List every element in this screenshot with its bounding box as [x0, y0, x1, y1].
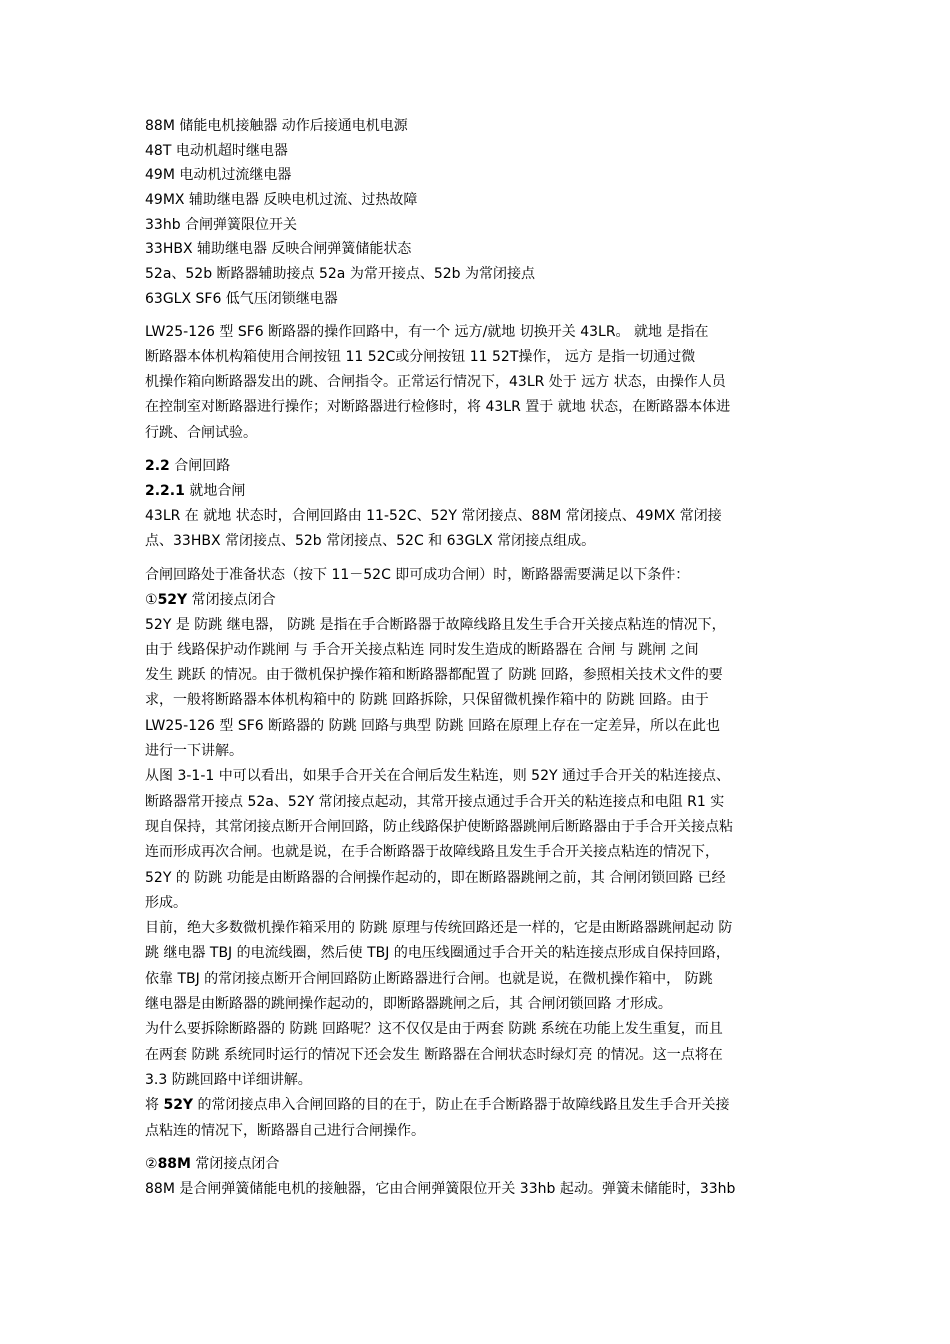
paragraph-line: 求，一般将断路器本体机构箱中的 防跳 回路拆除，只保留微机操作箱中的 防跳 回路。由于: [145, 692, 709, 709]
paragraph-line: 在控制室对断路器进行操作；对断路器进行检修时，将 43LR 置于 就地 状态，在断路器本体进: [145, 399, 731, 416]
paragraph-line: 点、33HBX 常闭接点、52b 常闭接点、52C 和 63GLX 常闭接点组成。: [145, 533, 596, 550]
paragraph-52y-purpose: [145, 1093, 810, 1144]
condition-1-heading: [145, 588, 810, 613]
condition-2-text: 常闭接点闭合: [190, 1155, 280, 1172]
paragraph-88m: [145, 1177, 810, 1202]
subsection-title: 就地合闸: [184, 482, 246, 499]
definition-item: 52a、52b 断路器辅助接点 52a 为常开接点、52b 为常闭接点: [145, 266, 535, 283]
definition-item: 33hb 合闸弹簧限位开关: [145, 216, 298, 233]
condition-2-label: 88M: [157, 1155, 191, 1172]
paragraph-line: 43LR 在 就地 状态时，合闸回路由 11-52C、52Y 常闭接点、88M 常闭接点、49MX 常闭接: [145, 507, 722, 524]
paragraph-line: 进行一下讲解。: [145, 743, 243, 760]
paragraph-line: 52Y 的 防跳 功能是由断路器的合闸操作起动的，即在断路器跳闸之前，其 合闸闭锁回路 已经: [145, 869, 726, 886]
condition-1-mark: ①: [145, 591, 158, 608]
paragraph-line: 继电器是由断路器的跳闸操作起动的，即断路器跳闸之后，其 合闸闭锁回路 才形成。: [145, 996, 672, 1013]
device-definition-list: [145, 114, 810, 312]
subsection-heading: [145, 479, 810, 504]
paragraph-line: 连而形成再次合闸。也就是说，在手合断路器于故障线路且发生手合开关接点粘连的情况下，: [145, 844, 719, 861]
paragraph-line: [145, 1093, 810, 1118]
paragraph-line: 跳 继电器 TBJ 的电流线圈，然后使 TBJ 的电压线圈通过手合开关的粘连接点形成自保持回路，: [145, 945, 730, 962]
subsection-number: 2.2.1: [145, 482, 185, 499]
paragraph-line: 断路器本体机构箱使用合闸按钮 11 52C或分闸按钮 11 52T操作， 远方 是指一切通过微: [145, 348, 696, 365]
paragraph-remote-local-switch: [145, 320, 810, 446]
definition-item: 49M 电动机过流继电器: [145, 167, 292, 184]
paragraph-line: 88M 是合闸弹簧储能电机的接触器，它由合闸弹簧限位开关 33hb 起动。弹簧未储能时，33hb: [145, 1180, 736, 1197]
bold-term: 52Y: [163, 1097, 194, 1114]
paragraph-line: 依靠 TBJ 的常闭接点断开合闸回路防止断路器进行合闸。也就是说，在微机操作箱中， 防跳: [145, 970, 713, 987]
paragraph-figure-explanation: [145, 764, 810, 916]
paragraph-local-close-circuit: [145, 504, 810, 555]
paragraph-line: 由于 线路保护动作跳闸 与 手合开关接点粘连 同时发生造成的断路器在 合闸 与 跳闸 之间: [145, 641, 699, 658]
definition-item: 63GLX SF6 低气压闭锁继电器: [145, 290, 338, 307]
paragraph-conditions-intro: 合闸回路处于准备状态（按下 11－52C 即可成功合闸）时，断路器需要满足以下条件：: [145, 566, 690, 583]
definition-item: 49MX 辅助继电器 反映电机过流、过热故障: [145, 192, 418, 209]
paragraph-line: LW25-126 型 SF6 断路器的 防跳 回路与典型 防跳 回路在原理上存在一定差异，所以在此也: [145, 717, 720, 734]
paragraph-line: 从图 3-1-1 中可以看出，如果手合开关在合闸后发生粘连，则 52Y 通过手合开关的粘连接点、: [145, 768, 730, 785]
section-number: 2.2: [145, 457, 170, 474]
paragraph-line: 行跳、合闸试验。: [145, 424, 257, 441]
paragraph-line: 52Y 是 防跳 继电器， 防跳 是指在手合断路器于故障线路且发生手合开关接点粘连的情况下，: [145, 616, 726, 633]
condition-2-mark: ②: [145, 1155, 158, 1172]
text-span: 的常闭接点串入合闸回路的目的在于，防止在手合断路器于故障线路且发生手合开关接: [193, 1097, 730, 1114]
document-body: [145, 114, 810, 1202]
paragraph-why-remove: [145, 1017, 810, 1093]
paragraph-line: 现自保持，其常闭接点断开合闸回路，防止线路保护使断路器跳闸后断路器由于手合开关接点粘: [145, 818, 733, 835]
condition-1-text: 常闭接点闭合: [187, 591, 276, 608]
paragraph-line: LW25-126 型 SF6 断路器的操作回路中，有一个 远方/就地 切换开关 43LR。 就地 是指在: [145, 323, 709, 340]
paragraph-microcomputer-box: [145, 916, 810, 1017]
condition-2-heading: [145, 1152, 810, 1177]
paragraph-line: 为什么要拆除断路器的 防跳 回路呢？这不仅仅是由于两套 防跳 系统在功能上发生重复，而且: [145, 1021, 723, 1038]
paragraph-line: 目前，绝大多数微机操作箱采用的 防跳 原理与传统回路还是一样的，它是由断路器跳闸起动 防: [145, 920, 733, 937]
text-span: 将: [145, 1097, 164, 1114]
definition-item: 33HBX 辅助继电器 反映合闸弹簧储能状态: [145, 241, 412, 258]
paragraph-line: 发生 跳跃 的情况。由于微机保护操作箱和断路器都配置了 防跳 回路，参照相关技术文件的要: [145, 667, 723, 684]
paragraph-line: 机操作箱向断路器发出的跳、合闸指令。正常运行情况下，43LR 处于 远方 状态，由操作人员: [145, 374, 726, 391]
paragraph-line: 3.3 防跳回路中详细讲解。: [145, 1071, 312, 1088]
paragraph-anti-pump-definition: [145, 613, 810, 765]
condition-1-label: 52Y: [157, 591, 188, 608]
paragraph-line: 形成。: [145, 894, 187, 911]
section-title: 合闸回路: [169, 457, 231, 474]
section-heading: [145, 454, 810, 479]
paragraph-line: 点粘连的情况下，断路器自己进行合闸操作。: [145, 1122, 425, 1139]
definition-item: 88M 储能电机接触器 动作后接通电机电源: [145, 118, 408, 134]
paragraph-line: 在两套 防跳 系统同时运行的情况下还会发生 断路器在合闸状态时绿灯亮 的情况。这一点将在: [145, 1046, 723, 1063]
paragraph-line: 断路器常开接点 52a、52Y 常闭接点起动，其常开接点通过手合开关的粘连接点和电阻 R1 实: [145, 793, 725, 810]
definition-item: 48T 电动机超时继电器: [145, 142, 288, 159]
